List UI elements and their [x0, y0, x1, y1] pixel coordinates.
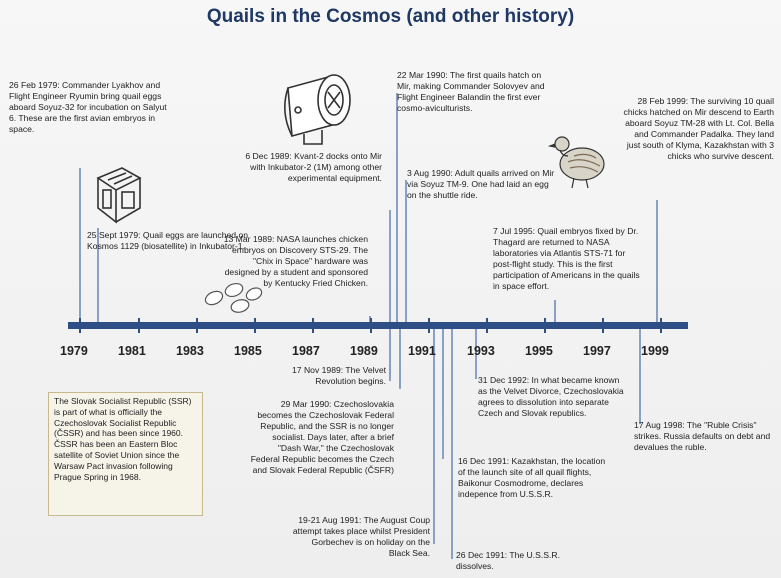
- event-1991-dec26: 26 Dec 1991: The U.S.S.R. dissolves.: [456, 550, 560, 571]
- axis-tick: [486, 318, 488, 333]
- event-1979-sep: 25 Sept 1979: Quail eggs are launched on Kosmos 1129 (biosatellite) in Inkubator-1.: [87, 230, 249, 251]
- event-1989-mar: 13 Mar 1989: NASA launches chicken embryos on Discovery STS-29. The "Chix in Space" hardware was designed by a student and sponsored by Kentucky Fried Chicken.: [223, 234, 368, 288]
- incubator-cube-icon: [88, 164, 144, 226]
- event-1990-aug: 3 Aug 1990: Adult quails arrived on Mir via Soyuz TM-9. One had laid an egg on the shuttle ride.: [407, 168, 555, 200]
- year-label: 1995: [525, 344, 553, 358]
- page-title: Quails in the Cosmos (and other history): [206, 6, 575, 27]
- axis-tick: [138, 318, 140, 333]
- connector-line: [656, 200, 658, 324]
- connector-line: [389, 210, 391, 324]
- connector-line: [442, 329, 444, 459]
- event-1999-feb: 28 Feb 1999: The surviving 10 quail chicks hatched on Mir descend to Earth aboard Soyuz TM-28 with Lt. Col. Bella and Commander Padalka. They land just south of Klyma, Kazakhstan with 3 chicks who survive descent.: [623, 96, 774, 161]
- timeline-axis: [68, 322, 688, 329]
- axis-tick: [660, 318, 662, 333]
- year-label: 1987: [292, 344, 320, 358]
- event-1990-mar29: 29 Mar 1990: Czechoslovakia becomes the Czechoslovak Federal Republic, and the SSR is no longer socialist. Days later, after a brief "Dash War," the Czechoslovak Federal Republic becomes the Czech and Slovak Federal Republic (ČSFR): [250, 399, 394, 475]
- connector-line: [451, 329, 453, 559]
- year-label: 1979: [60, 344, 88, 358]
- axis-tick: [428, 318, 430, 333]
- axis-tick: [196, 318, 198, 333]
- axis-tick: [312, 318, 314, 333]
- connector-line: [405, 180, 407, 324]
- event-1989-dec: 6 Dec 1989: Kvant-2 docks onto Mir with Inkubator-2 (1M) among other experimental equipment.: [245, 151, 382, 183]
- connector-line: [389, 329, 391, 381]
- year-label: 1991: [408, 344, 436, 358]
- axis-tick: [254, 318, 256, 333]
- year-label: 1989: [350, 344, 378, 358]
- event-1992-dec: 31 Dec 1992: In what became known as the Velvet Divorce, Czechoslovakia agrees to dissolution into separate Czech and Slovak republics.: [478, 375, 624, 418]
- year-label: 1985: [234, 344, 262, 358]
- event-1979-feb: 26 Feb 1979: Commander Lyakhov and Flight Engineer Ryumin bring quail eggs aboard Soyuz-32 for incubation on Salyut 6. These are the first avian embryos in space.: [9, 80, 167, 134]
- year-label: 1999: [641, 344, 669, 358]
- connector-line: [79, 168, 81, 324]
- axis-tick: [79, 318, 81, 333]
- year-label: 1983: [176, 344, 204, 358]
- year-label: 1993: [467, 344, 495, 358]
- kvant-module-icon: [270, 70, 370, 148]
- connector-line: [399, 329, 401, 389]
- event-1991-aug: 19-21 Aug 1991: The August Coup attempt takes place whilst President Gorbechev is on holiday on the Black Sea.: [292, 515, 430, 558]
- event-1991-dec16: 16 Dec 1991: Kazakhstan, the location of the launch site of all quail flights, Baikonur Cosmodrome, declares indepence from U.S.S.R.: [458, 456, 606, 499]
- year-label: 1997: [583, 344, 611, 358]
- event-1990-mar22: 22 Mar 1990: The first quails hatch on Mir, making Commander Solovyev and Flight Engineer Balandin the first ever cosmo-aviculturists.: [397, 70, 545, 113]
- axis-tick: [602, 318, 604, 333]
- event-1995-jul: 7 Jul 1995: Quail embryos fixed by Dr. Thagard are returned to NASA laboratories via Atlantis STS-71 for post-flight study. This is the first participation of Americans in the quails in space effort.: [493, 226, 640, 291]
- event-1989-nov: 17 Nov 1989: The Velvet Revolution begins.: [292, 365, 386, 386]
- axis-tick: [370, 318, 372, 333]
- connector-line: [554, 300, 556, 324]
- event-1998-aug: 17 Aug 1998: The "Ruble Crisis" strikes. Russia defaults on debt and devalues the ruble.: [634, 420, 771, 452]
- ssr-note-box: The Slovak Socialist Republic (SSR) is part of what is officially the Czechoslovak Socialist Republic (ČSSR) and has been since 1960. ČSSR has been an Eastern Bloc satellite of Soviet Union since the Warsaw Pact invasion following Prague Spring in 1968.: [48, 392, 203, 516]
- connector-line: [433, 329, 435, 544]
- axis-tick: [544, 318, 546, 333]
- year-label: 1981: [118, 344, 146, 358]
- connector-line: [396, 93, 398, 324]
